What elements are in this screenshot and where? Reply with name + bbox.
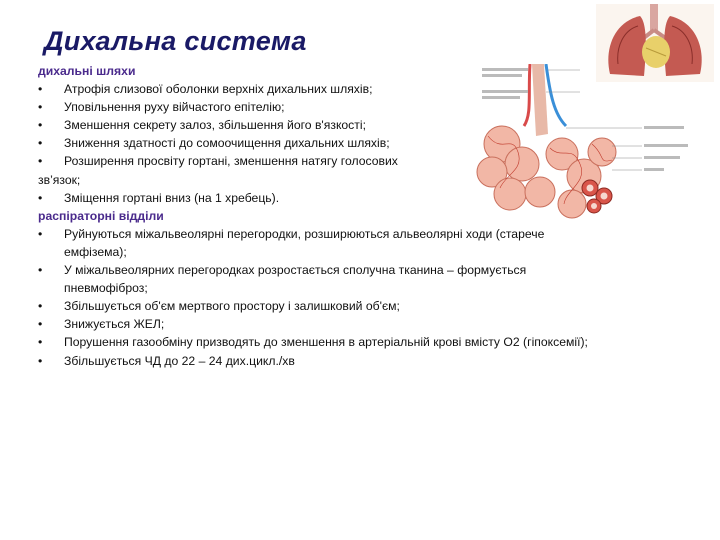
airways-item-continuation: зв’язок;: [38, 172, 81, 187]
respiratory-item: [38, 333, 668, 351]
respiratory-item-line: пневмофіброз;: [64, 281, 148, 296]
airways-item-text: Розширення просвіту гортані, зменшення натягу голосових: [64, 154, 398, 169]
airways-item: [38, 80, 489, 98]
airways-item-text: Уповільнення руху війчастого епітелію;: [64, 100, 285, 115]
airways-item: [38, 152, 489, 170]
respiratory-item-line: У міжальвеолярних перегородках розростається сполучна тканина – формується: [64, 263, 527, 278]
respiratory-item-line: Збільшується об'єм мертвого простору і залишковий об'єм;: [64, 299, 400, 314]
respiratory-item: [38, 352, 668, 370]
bullet-icon: •: [38, 100, 43, 115]
bullet-icon: •: [38, 335, 43, 350]
airways-item: [38, 134, 489, 152]
bullet-icon: •: [38, 299, 43, 314]
slide-title: Дихальна система: [44, 26, 307, 56]
airways-item-text: Зміщення гортані вниз (на 1 хребець).: [64, 190, 280, 205]
bullet-icon: •: [38, 353, 43, 368]
bullet-icon: •: [38, 118, 43, 133]
respiratory-item: [38, 315, 668, 333]
bullet-icon: •: [38, 190, 43, 205]
respiratory-item-line: Збільшується ЧД до 22 – 24 дих.цикл./хв: [64, 353, 295, 368]
respiratory-item: [38, 297, 668, 315]
bullet-icon: •: [38, 82, 43, 97]
respiratory-item-line: Руйнуються міжальвеолярні перегородки, розширюються альвеолярні ходи (старече: [64, 226, 545, 241]
respiratory-item: [38, 225, 668, 261]
respiratory-item-line: Порушення газообміну призводять до зменшення в артеріальній крові вмісту О2 (гіпоксемії);: [64, 335, 588, 350]
airways-item: [38, 98, 489, 116]
bullet-icon: •: [38, 263, 43, 278]
respiratory-item-line: Знижується ЖЕЛ;: [64, 317, 165, 332]
respiratory-item: [38, 261, 668, 297]
airways-item: [38, 116, 489, 134]
airways-item: [38, 189, 668, 207]
bullet-icon: •: [38, 154, 43, 169]
bullet-icon: •: [38, 226, 43, 241]
airways-item-text: Зменшення секрету залоз, збільшення його в'язкості;: [64, 118, 366, 133]
respiratory-item-line: емфізема);: [64, 244, 127, 259]
airways-item-text: Атрофія слизової оболонки верхніх дихальних шляхів;: [64, 82, 373, 97]
airways-heading: дихальні шляхи: [38, 64, 136, 78]
slide-body: [38, 62, 668, 370]
airways-item-text: Зниження здатності до сомоочищення дихальних шляхів;: [64, 136, 390, 151]
bullet-icon: •: [38, 317, 43, 332]
respiratory-heading: распіраторні відділи: [38, 208, 164, 223]
bullet-icon: •: [38, 136, 43, 151]
